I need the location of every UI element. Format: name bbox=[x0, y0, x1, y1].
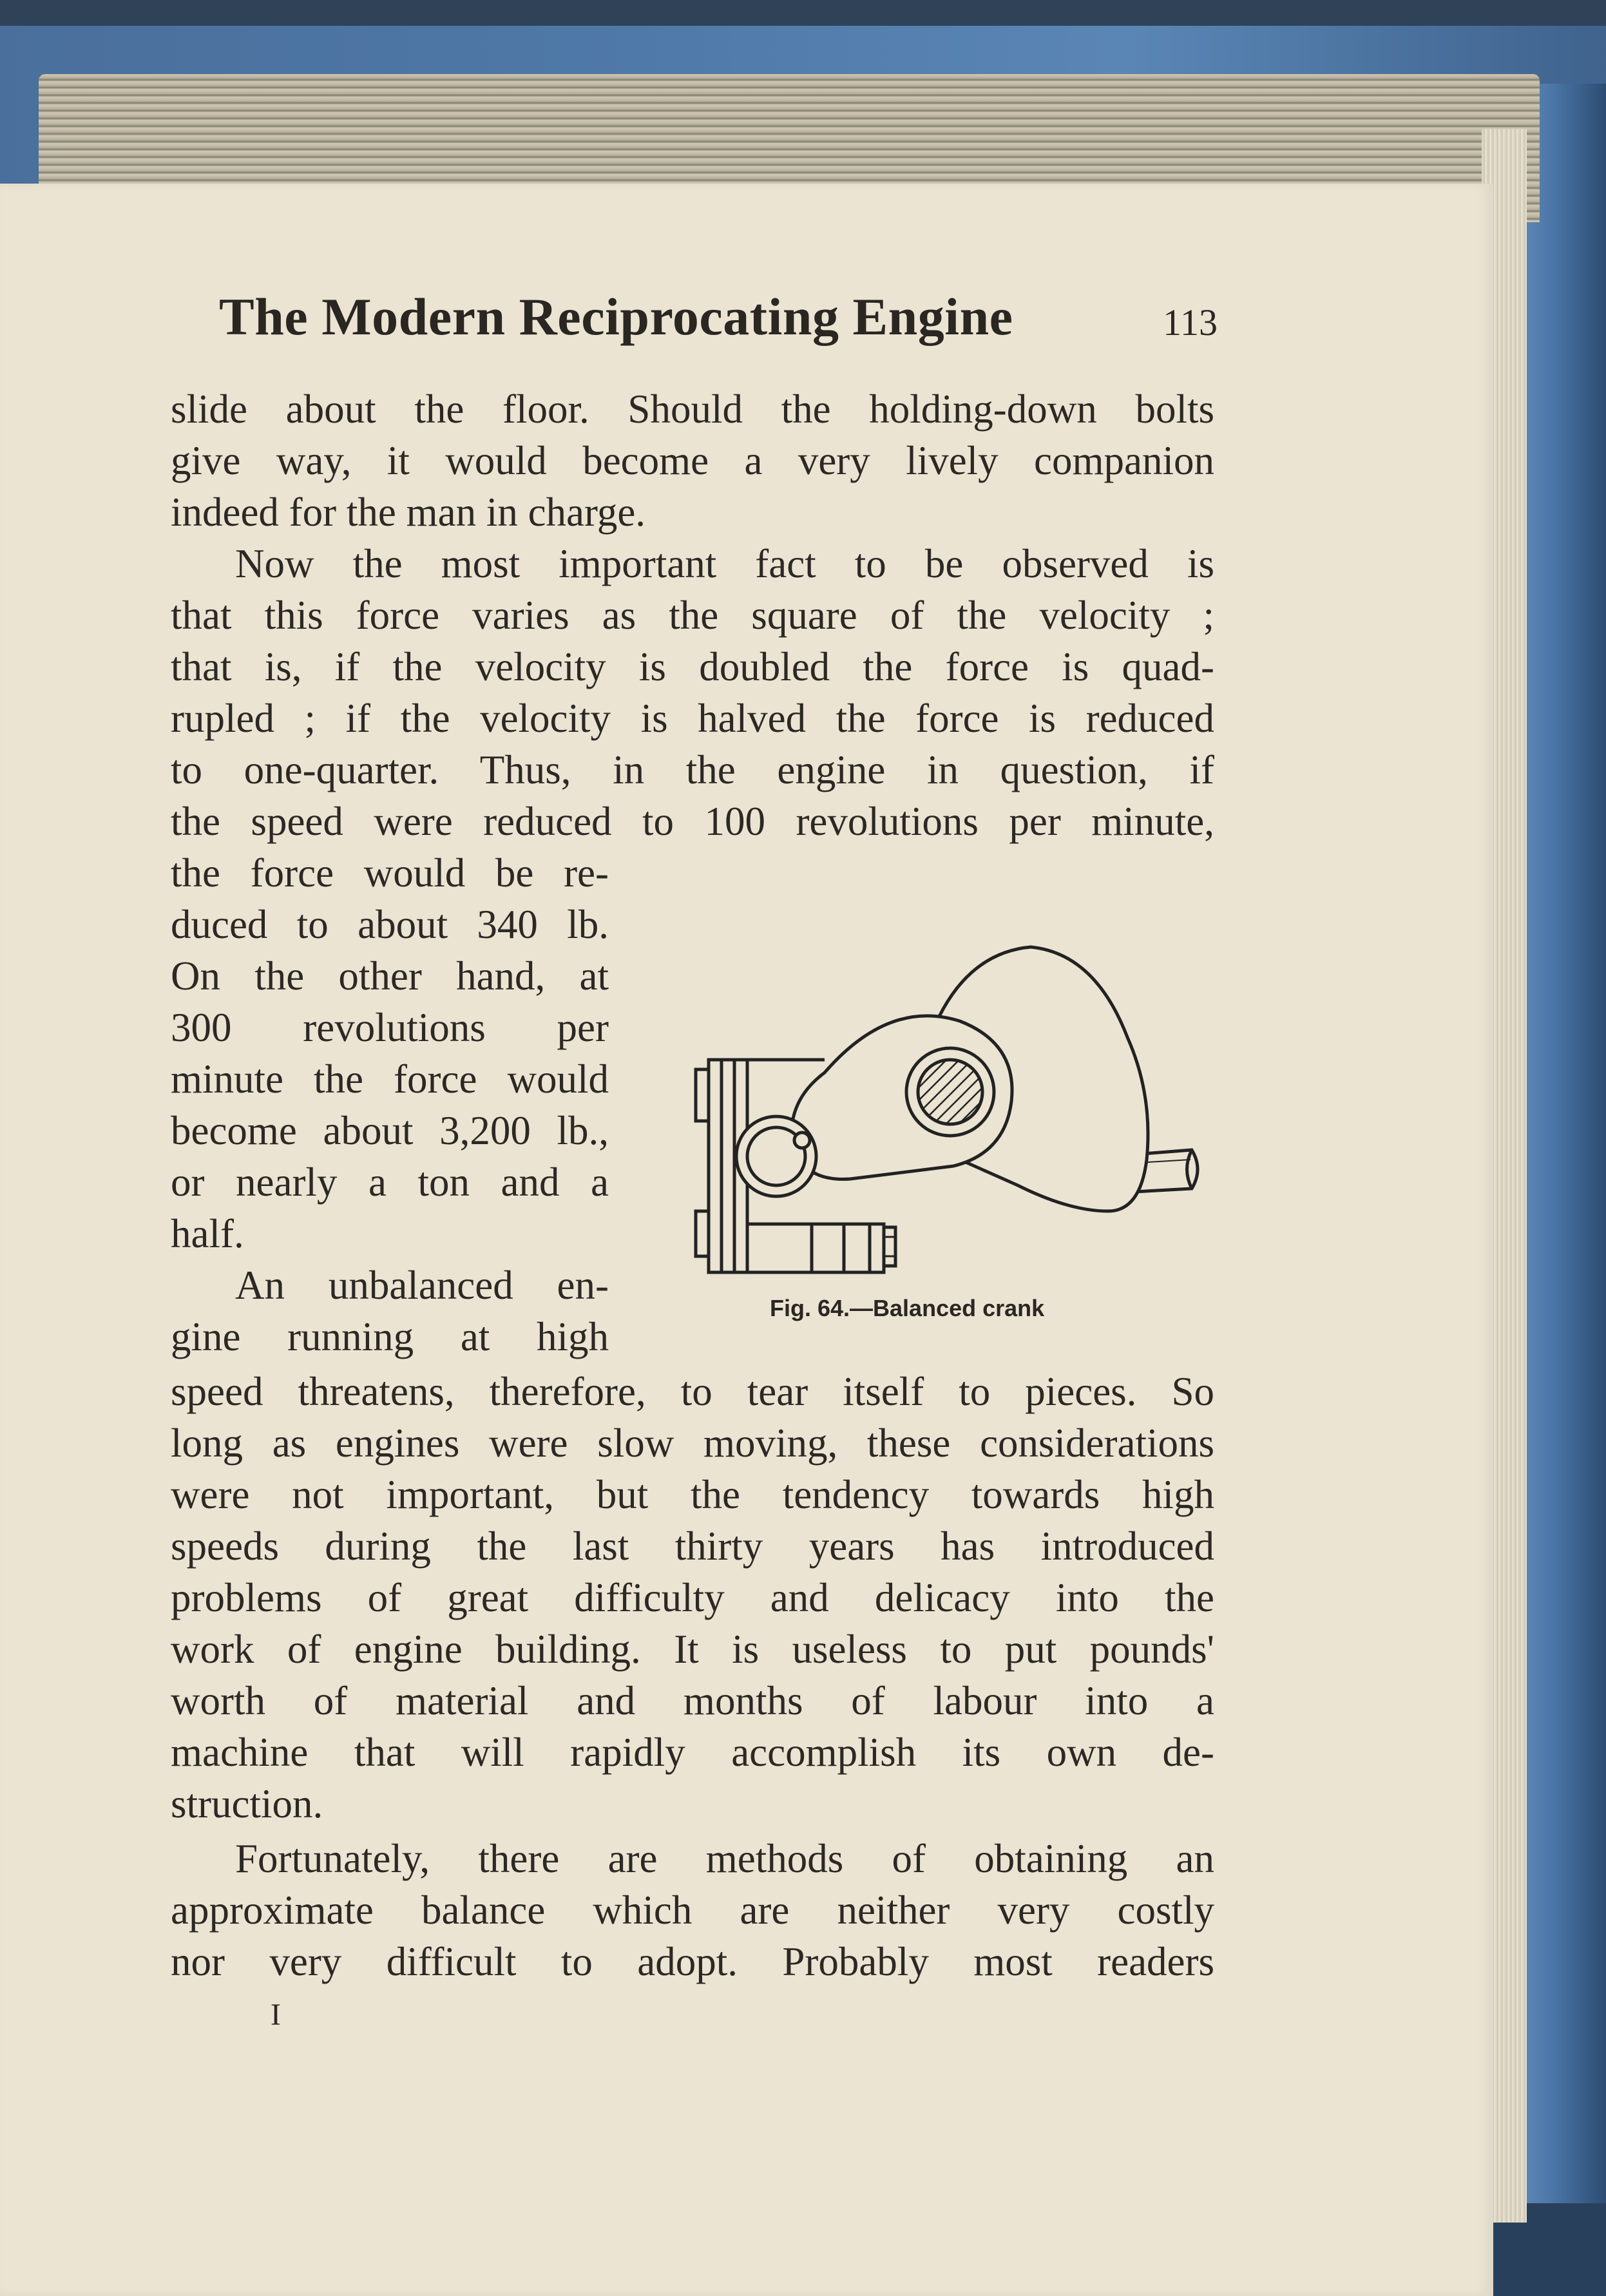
text-line: 300 revolutions per bbox=[171, 1005, 609, 1050]
text-line: to one-quarter. Thus, in the engine in question, if bbox=[171, 747, 1214, 792]
text-line: On the other hand, at bbox=[171, 953, 609, 999]
text-line: long as engines were slow moving, these considerations bbox=[171, 1421, 1214, 1466]
figure-balanced-crank bbox=[657, 876, 1224, 1288]
text-line: problems of great difficulty and delicacy into the bbox=[171, 1575, 1214, 1620]
text-line: half. bbox=[171, 1211, 244, 1256]
text-line: the force would be re- bbox=[171, 850, 609, 895]
text-line: give way, it would become a very lively companion bbox=[171, 438, 1214, 483]
text-line: speed threatens, therefore, to tear itself to pieces. So bbox=[171, 1369, 1214, 1414]
text-line: indeed for the man in charge. bbox=[171, 490, 646, 535]
running-head bbox=[219, 287, 1218, 364]
text-line: gine running at high bbox=[171, 1314, 609, 1359]
text-line: machine that will rapidly accomplish its own de- bbox=[171, 1730, 1214, 1775]
text-line: worth of material and months of labour into a bbox=[171, 1678, 1214, 1723]
signature-mark: I bbox=[271, 1998, 281, 2032]
text-line: become about 3,200 lb., bbox=[171, 1108, 609, 1153]
text-line: Fortunately, there are methods of obtaining an bbox=[235, 1836, 1214, 1881]
text-line: that this force varies as the square of the velocity ; bbox=[171, 593, 1214, 638]
balanced-crank-drawing bbox=[657, 876, 1224, 1288]
text-line: that is, if the velocity is doubled the force is quad- bbox=[171, 644, 1214, 689]
text-line: Now the most important fact to be observed is bbox=[235, 541, 1214, 586]
text-line: approximate balance which are neither very costly bbox=[171, 1888, 1214, 1933]
text-line: work of engine building. It is useless to put pounds' bbox=[171, 1627, 1214, 1672]
text-line: speeds during the last thirty years has introduced bbox=[171, 1524, 1214, 1569]
text-line: or nearly a ton and a bbox=[171, 1160, 609, 1205]
page-number: 113 bbox=[1163, 301, 1218, 343]
text-line: An unbalanced en- bbox=[235, 1263, 609, 1308]
text-line: the speed were reduced to 100 revolutions per minute, bbox=[171, 799, 1214, 844]
text-line: minute the force would bbox=[171, 1057, 609, 1102]
figure-caption: Fig. 64.—Balanced crank bbox=[770, 1295, 1045, 1321]
text-line: struction. bbox=[171, 1781, 323, 1826]
text-line: rupled ; if the velocity is halved the force is reduced bbox=[171, 696, 1214, 741]
text-line: nor very difficult to adopt. Probably most readers bbox=[171, 1939, 1214, 1984]
text-line: slide about the floor. Should the holding-down bolts bbox=[171, 387, 1214, 432]
text-line: were not important, but the tendency towards high bbox=[171, 1472, 1214, 1517]
text-line: duced to about 340 lb. bbox=[171, 902, 609, 947]
running-head-title: The Modern Reciprocating Engine bbox=[219, 287, 1013, 346]
